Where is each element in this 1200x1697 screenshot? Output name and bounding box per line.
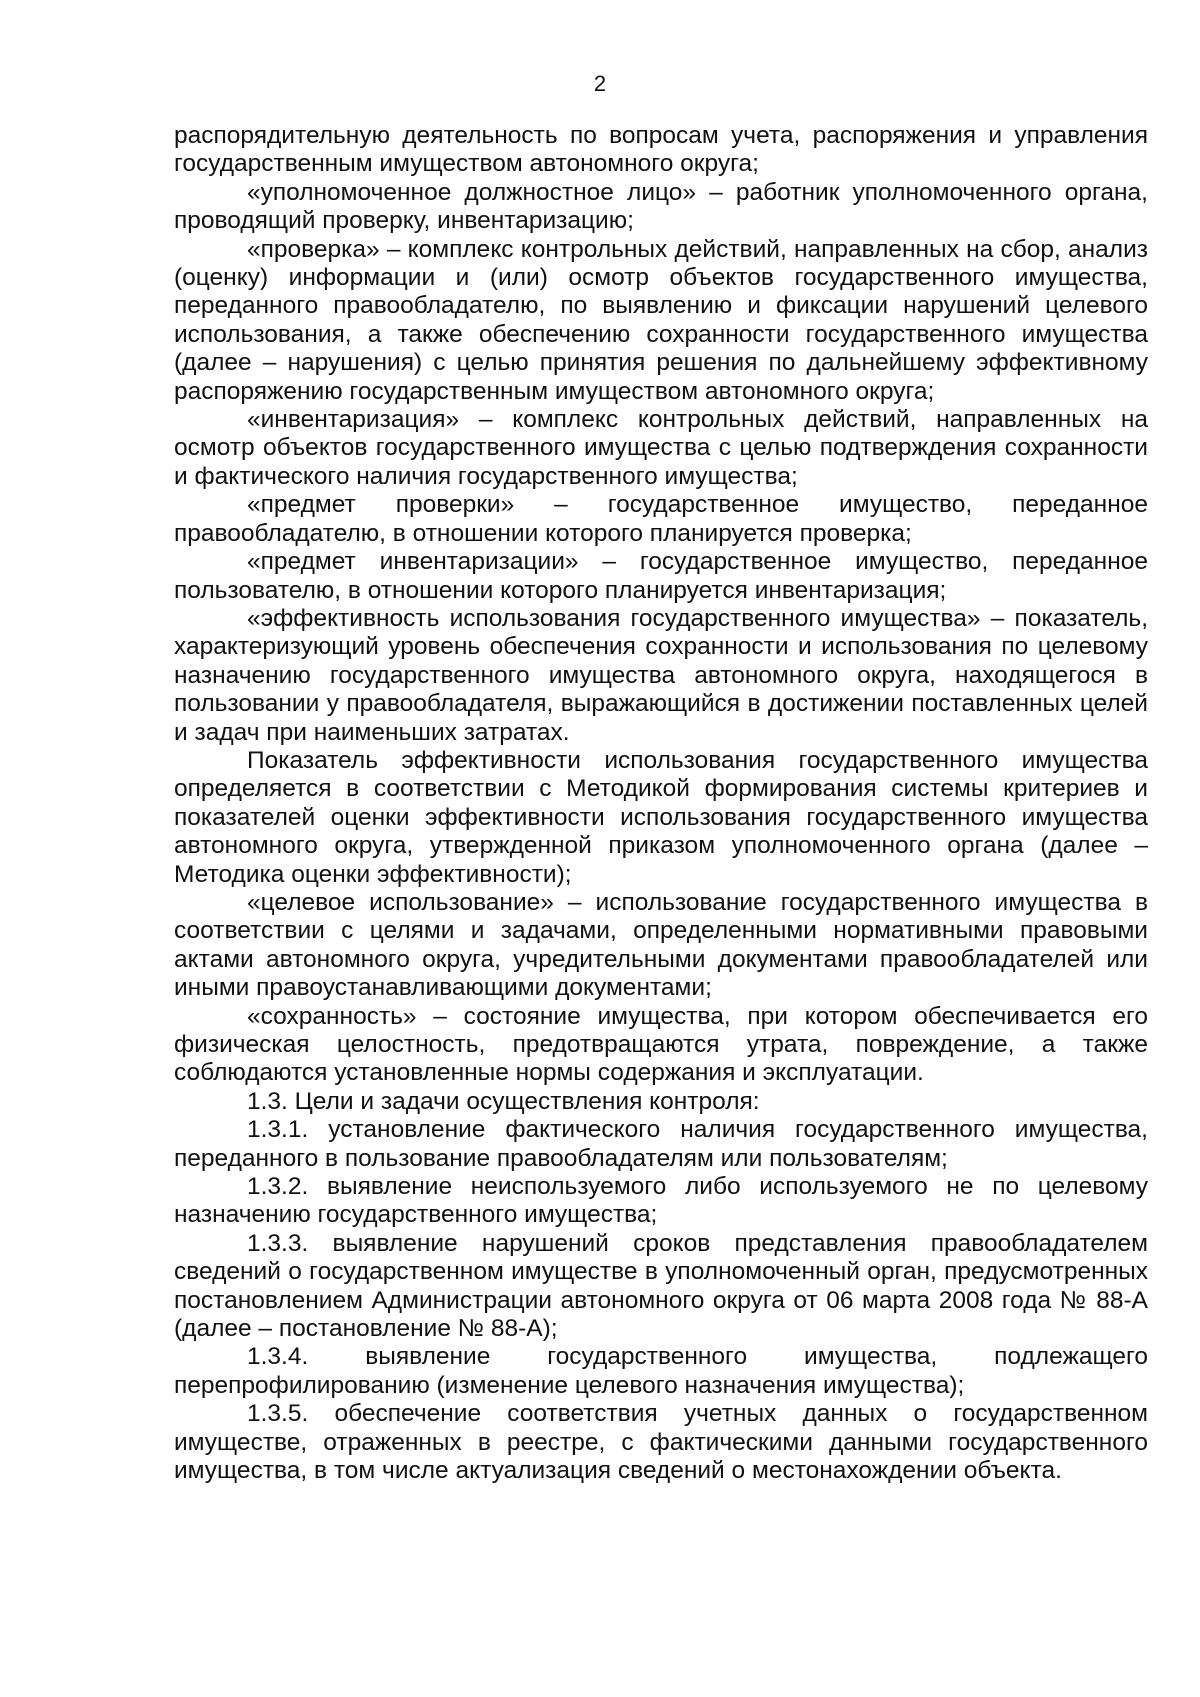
paragraph: «предмет проверки» – государственное имущество, переданное правообладателю, в отношении которого планируется проверка; [174, 491, 1148, 547]
paragraph: «проверка» – комплекс контрольных действий, направленных на сбор, анализ (оценку) информации и (или) осмотр объектов государственного имущества, переданного правообладателю, по выявлению и фиксации нарушений целевого использования, а также обеспечению сохранности государственного имущества (далее – нарушения) с целью принятия решения по дальнейшему эффективному распоряжению государственным имуществом автономного округа; [174, 235, 1148, 405]
page-number: 2 [593, 71, 607, 96]
paragraph: Показатель эффективности использования государственного имущества определяется в соответствии с Методикой формирования системы критериев и показателей оценки эффективности использования государственного имущества автономного округа, утвержденной приказом уполномоченного органа (далее – Методика оценки эффективности); [174, 746, 1148, 888]
paragraph: «предмет инвентаризации» – государственное имущество, переданное пользователю, в отношении которого планируется инвентаризация; [174, 548, 1148, 604]
paragraph: «инвентаризация» – комплекс контрольных действий, направленных на осмотр объектов государственного имущества с целью подтверждения сохранности и фактического наличия государственного имущества; [174, 406, 1148, 490]
paragraph: «целевое использование» – использование государственного имущества в соответствии с целями и задачами, определенными нормативными правовыми актами автономного округа, учредительными документами правообладателей или иными правоустанавливающими документами; [174, 888, 1148, 1002]
list-item: 1.3.4. выявление государственного имущества, подлежащего перепрофилированию (изменение целевого назначения имущества); [174, 1343, 1148, 1399]
list-item: 1.3.2. выявление неиспользуемого либо используемого не по целевому назначению государственного имущества; [174, 1173, 1148, 1229]
paragraph: «эффективность использования государственного имущества» – показатель, характеризующий уровень обеспечения сохранности и использования по целевому назначению государственного имущества автономного округа, находящегося в пользовании у правообладателя, выражающийся в достижении поставленных целей и задач при наименьших затратах. [174, 604, 1148, 746]
paragraph: «уполномоченное должностное лицо» – работник уполномоченного органа, проводящий проверку, инвентаризацию; [174, 178, 1148, 235]
list-item: 1.3.5. обеспечение соответствия учетных данных о государственном имуществе, отраженных в реестре, с фактическими данными государственного имущества, в том числе актуализация сведений о местонахождении объекта. [174, 1400, 1148, 1485]
section-heading: 1.3. Цели и задачи осуществления контроля: [247, 1087, 760, 1115]
list-item: 1.3.1. установление фактического наличия государственного имущества, переданного в пользование правообладателям или пользователям; [174, 1116, 1148, 1172]
paragraph: «сохранность» – состояние имущества, при котором обеспечивается его физическая целостность, предотвращаются утрата, повреждение, а также соблюдаются установленные нормы содержания и эксплуатации. [174, 1002, 1148, 1087]
list-item: 1.3.3. выявление нарушений сроков представления правообладателем сведений о государственном имуществе в уполномоченный орган, предусмотренных постановлением Администрации автономного округа от 06 марта 2008 года № 88-А (далее – постановление № 88-А); [174, 1229, 1148, 1343]
paragraph: распорядительную деятельность по вопросам учета, распоряжения и управления государственным имуществом автономного округа; [174, 122, 1148, 178]
document-body [174, 122, 1148, 1486]
